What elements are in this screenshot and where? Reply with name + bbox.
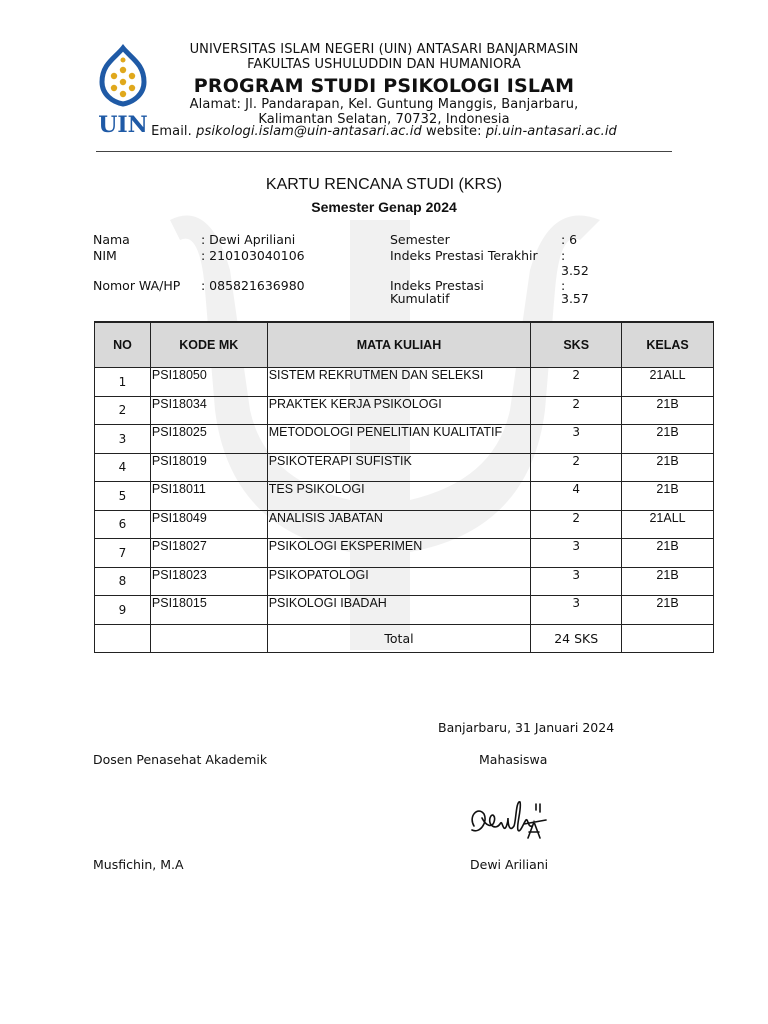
cell-kelas: 21B xyxy=(622,453,714,482)
cell-no: 3 xyxy=(95,425,151,454)
phone-label: Nomor WA/HP xyxy=(93,278,181,293)
header-no: NO xyxy=(95,322,151,368)
cell-kelas: 21ALL xyxy=(622,510,714,539)
semester-value: : 6 xyxy=(561,232,578,247)
cell-mata-kuliah: PRAKTEK KERJA PSIKOLOGI xyxy=(267,396,531,425)
cell-no: 5 xyxy=(95,482,151,511)
university-name: UNIVERSITAS ISLAM NEGERI (UIN) ANTASARI BANJARMASIN xyxy=(189,42,579,57)
total-empty-cell xyxy=(150,624,267,653)
ip-last-label: Indeks Prestasi Terakhir xyxy=(390,248,538,263)
table-header-row xyxy=(95,322,714,368)
header-mata-kuliah: MATA KULIAH xyxy=(267,322,531,368)
cell-sks: 2 xyxy=(531,453,622,482)
cell-mata-kuliah: SISTEM REKRUTMEN DAN SELEKSI xyxy=(267,368,531,397)
student-signature xyxy=(466,796,556,848)
cell-kode: PSI18027 xyxy=(150,539,267,568)
table-row xyxy=(95,539,714,568)
cell-kode: PSI18025 xyxy=(150,425,267,454)
total-label: Total xyxy=(267,624,531,653)
place-date: Banjarbaru, 31 Januari 2024 xyxy=(438,720,615,735)
total-empty-cell xyxy=(95,624,151,653)
table-row xyxy=(95,453,714,482)
cell-no: 2 xyxy=(95,396,151,425)
name-label: Nama xyxy=(93,232,130,247)
contact-line xyxy=(0,124,768,139)
website-link[interactable]: pi.uin-antasari.ac.id xyxy=(485,124,617,139)
table-row xyxy=(95,396,714,425)
cell-kelas: 21B xyxy=(622,539,714,568)
cell-kode: PSI18050 xyxy=(150,368,267,397)
cell-sks: 2 xyxy=(531,396,622,425)
cell-kelas: 21B xyxy=(622,482,714,511)
cell-kode: PSI18023 xyxy=(150,567,267,596)
cell-no: 4 xyxy=(95,453,151,482)
cell-mata-kuliah: PSIKOPATOLOGI xyxy=(267,567,531,596)
website-label: website: xyxy=(421,124,486,139)
cell-mata-kuliah: ANALISIS JABATAN xyxy=(267,510,531,539)
cell-mata-kuliah: TES PSIKOLOGI xyxy=(267,482,531,511)
cell-kelas: 21ALL xyxy=(622,368,714,397)
cell-kelas: 21B xyxy=(622,567,714,596)
table-row xyxy=(95,368,714,397)
krs-table xyxy=(94,321,714,653)
cell-no: 8 xyxy=(95,567,151,596)
email-link[interactable]: psikologi.islam@uin-antasari.ac.id xyxy=(196,124,422,139)
table-row xyxy=(95,510,714,539)
nim-label: NIM xyxy=(93,248,117,263)
svg-text:UIN: UIN xyxy=(98,112,148,136)
cell-kode: PSI18019 xyxy=(150,453,267,482)
cell-mata-kuliah: METODOLOGI PENELITIAN KUALITATIF xyxy=(267,425,531,454)
table-row xyxy=(95,425,714,454)
header-kode: KODE MK xyxy=(150,322,267,368)
table-row xyxy=(95,482,714,511)
table-row xyxy=(95,596,714,625)
program-name: PROGRAM STUDI PSIKOLOGI ISLAM xyxy=(193,75,575,97)
header-kelas: KELAS xyxy=(622,322,714,368)
advisor-role: Dosen Penasehat Akademik xyxy=(93,752,268,767)
cell-kode: PSI18011 xyxy=(150,482,267,511)
cell-sks: 4 xyxy=(531,482,622,511)
phone-value: : 085821636980 xyxy=(201,278,305,293)
cell-no: 9 xyxy=(95,596,151,625)
ipk-colon: : xyxy=(561,278,566,293)
total-empty-cell xyxy=(622,624,714,653)
cell-sks: 2 xyxy=(531,510,622,539)
cell-kode: PSI18015 xyxy=(150,596,267,625)
name-value: : Dewi Apriliani xyxy=(201,232,296,247)
ipk-label-1: Indeks Prestasi xyxy=(390,278,484,293)
cell-kelas: 21B xyxy=(622,425,714,454)
faculty-name: FAKULTAS USHULUDDIN DAN HUMANIORA xyxy=(247,57,521,72)
header-sks: SKS xyxy=(531,322,622,368)
table-total-row xyxy=(95,624,714,653)
total-value: 24 SKS xyxy=(531,624,622,653)
cell-kode: PSI18049 xyxy=(150,510,267,539)
ip-last-value: 3.52 xyxy=(561,263,589,278)
cell-sks: 2 xyxy=(531,368,622,397)
ipk-value: 3.57 xyxy=(561,291,589,306)
document-subtitle: Semester Genap 2024 xyxy=(311,199,457,215)
table-row xyxy=(95,567,714,596)
document-title: KARTU RENCANA STUDI (KRS) xyxy=(265,176,503,193)
advisor-name: Musfichin, M.A xyxy=(93,857,184,872)
cell-kelas: 21B xyxy=(622,596,714,625)
address-line-2: Kalimantan Selatan, 70732, Indonesia xyxy=(258,112,510,127)
ipk-label-2: Kumulatif xyxy=(390,291,450,306)
student-role: Mahasiswa xyxy=(479,752,548,767)
cell-sks: 3 xyxy=(531,425,622,454)
cell-sks: 3 xyxy=(531,567,622,596)
semester-label: Semester xyxy=(390,232,450,247)
address-line-1: Alamat: Jl. Pandarapan, Kel. Guntung Manggis, Banjarbaru, xyxy=(189,97,579,112)
nim-value: : 210103040106 xyxy=(201,248,305,263)
cell-sks: 3 xyxy=(531,596,622,625)
cell-sks: 3 xyxy=(531,539,622,568)
cell-no: 7 xyxy=(95,539,151,568)
cell-kode: PSI18034 xyxy=(150,396,267,425)
cell-kelas: 21B xyxy=(622,396,714,425)
cell-no: 1 xyxy=(95,368,151,397)
cell-mata-kuliah: PSIKOTERAPI SUFISTIK xyxy=(267,453,531,482)
cell-mata-kuliah: PSIKOLOGI IBADAH xyxy=(267,596,531,625)
email-label: Email. xyxy=(151,124,197,139)
student-name: Dewi Ariliani xyxy=(470,857,549,872)
cell-no: 6 xyxy=(95,510,151,539)
ip-last-colon: : xyxy=(561,248,566,263)
header-divider xyxy=(96,151,672,152)
cell-mata-kuliah: PSIKOLOGI EKSPERIMEN xyxy=(267,539,531,568)
